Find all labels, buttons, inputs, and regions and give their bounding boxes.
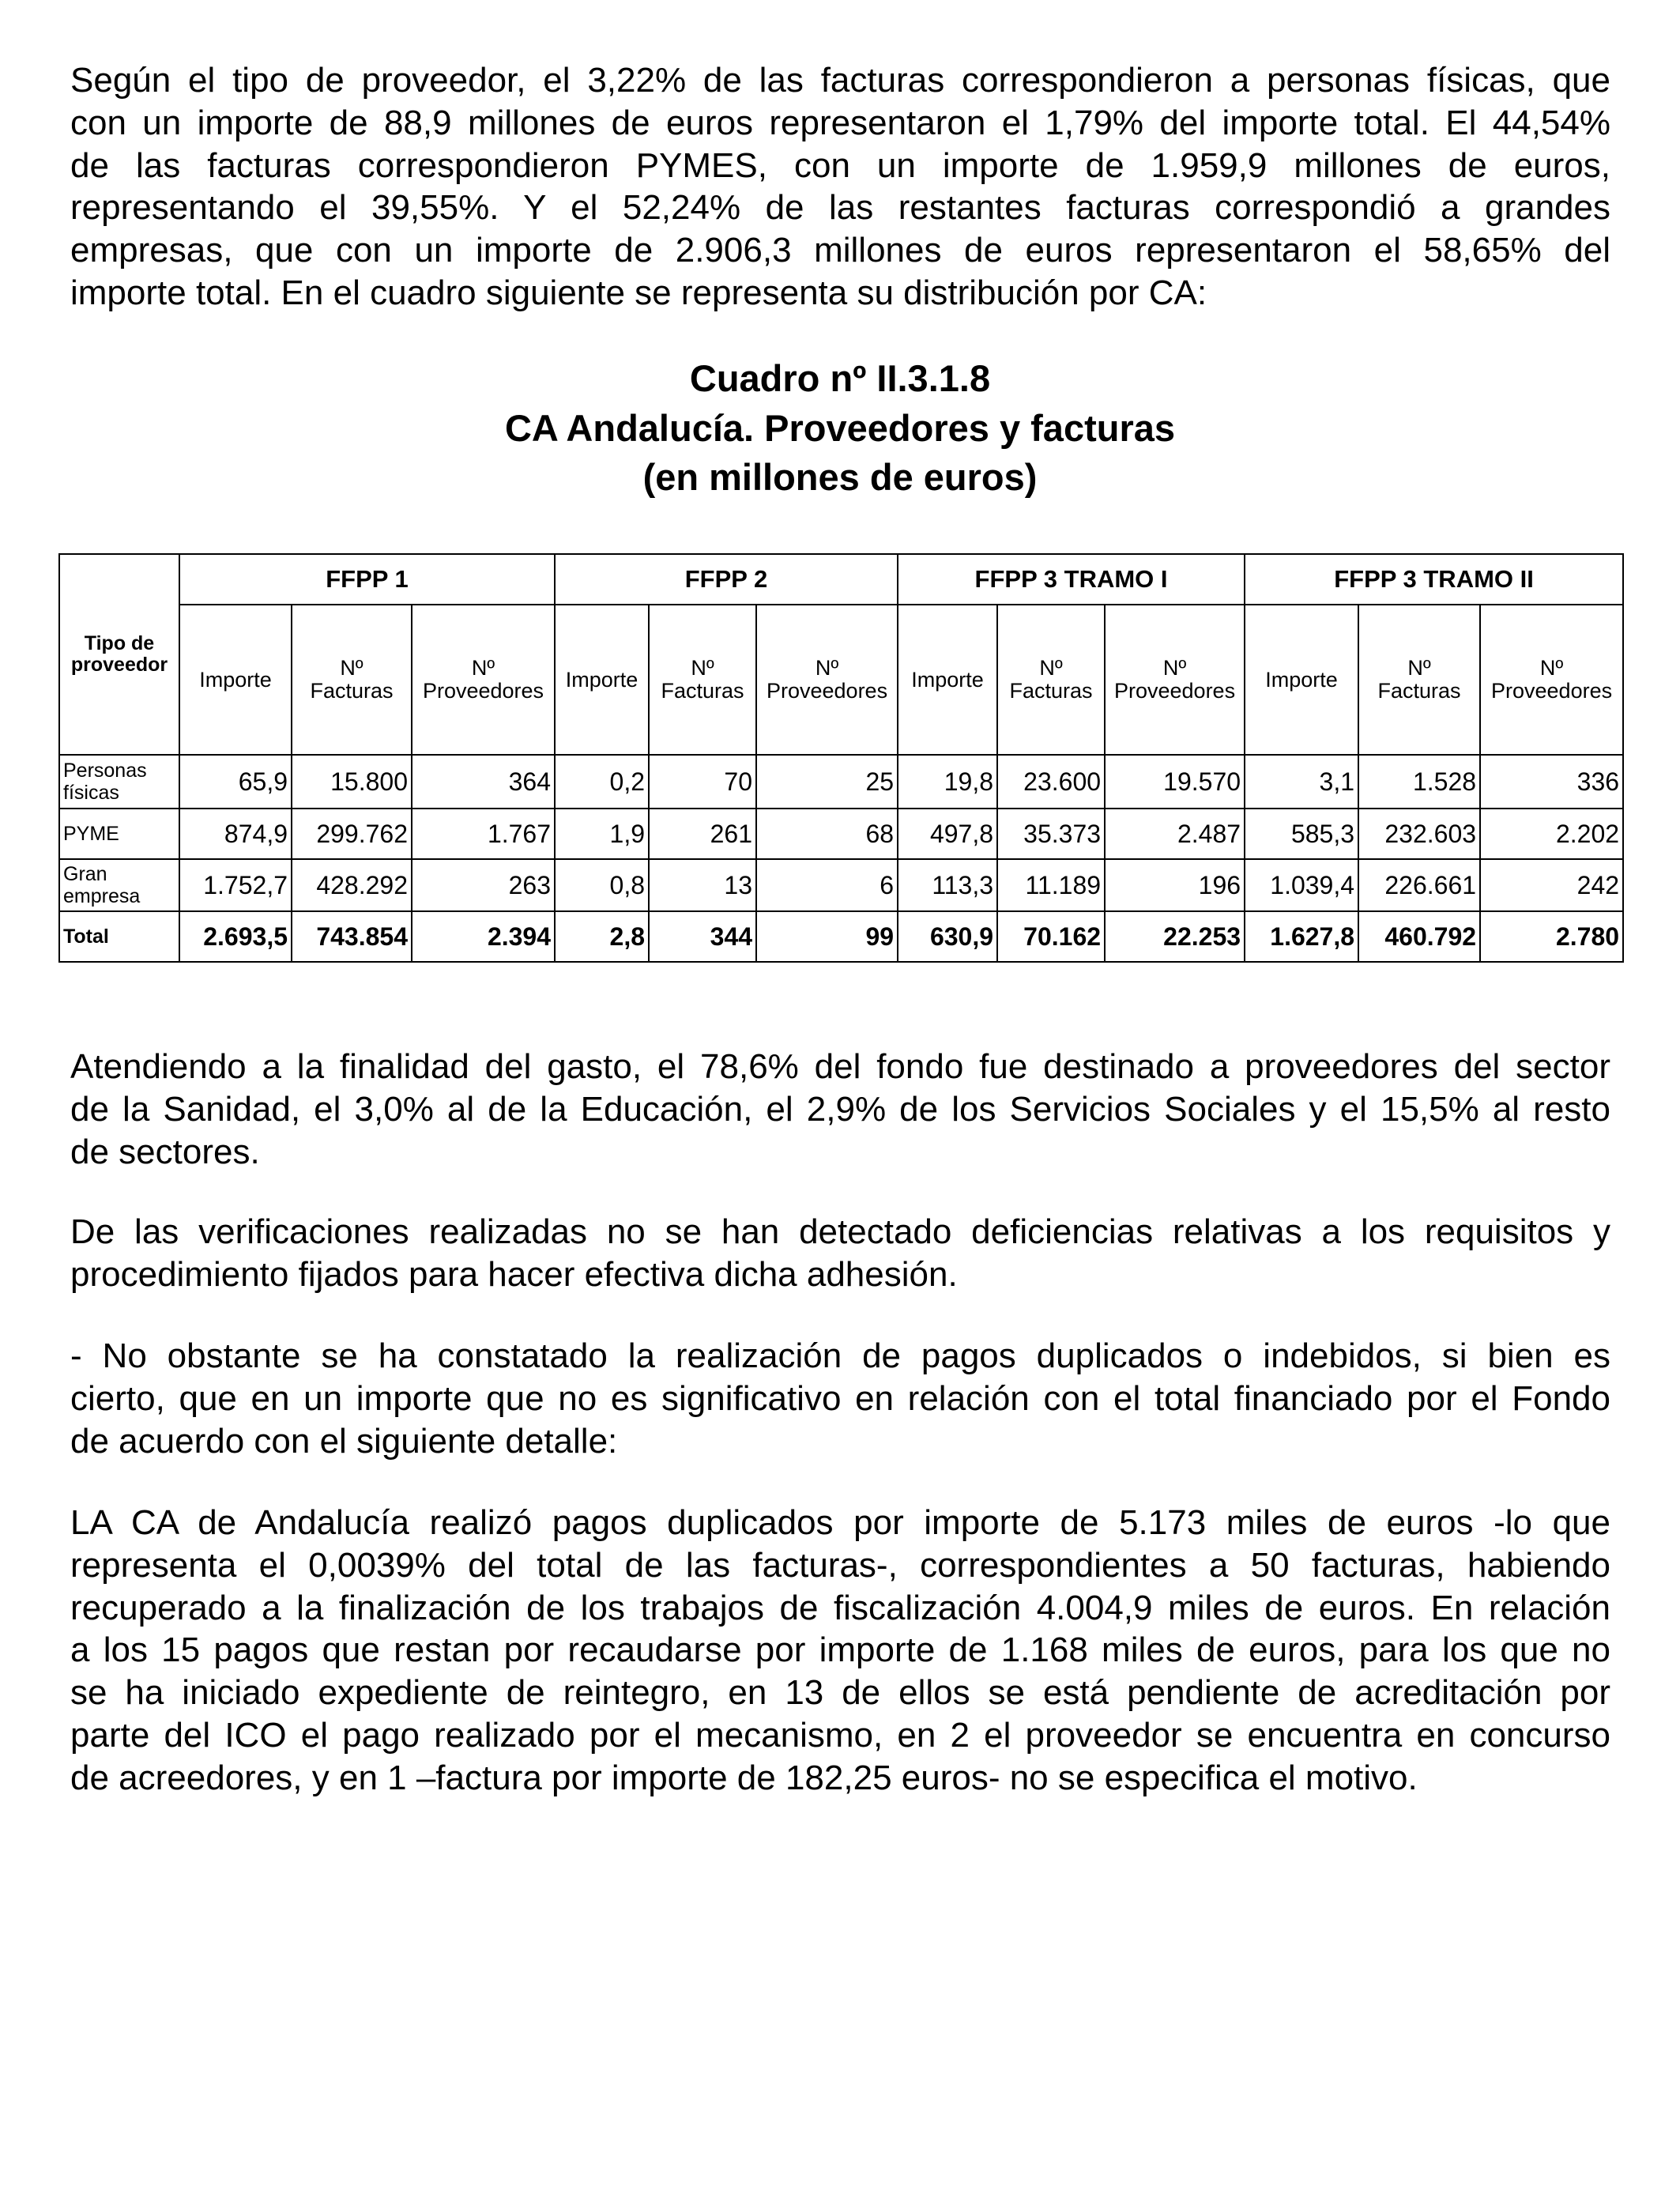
subheader-text: Nº Facturas [1377, 656, 1461, 703]
text-line: representando el 39,55%. Y el 52,24% de las restantes facturas correspondió a grandes [70, 188, 1610, 228]
row-label [59, 809, 179, 859]
row-label-text: Personas físicas [63, 760, 147, 804]
cell-num-facturas: 428.292 [292, 859, 412, 911]
text-line: LA CA de Andalucía realizó pagos duplicados por importe de 5.173 miles de euros -lo que [70, 1503, 1610, 1542]
text-line: de acreedores, y en 1 –factura por importe de 182,25 euros- no se especifica el motivo. [70, 1758, 1418, 1797]
cell-num-facturas: 344 [649, 911, 756, 962]
text-line: de la Sanidad, el 3,0% al de la Educación, el 2,9% de los Servicios Sociales y el 15,5% al resto [70, 1089, 1610, 1129]
row-label-text: Gran empresa [63, 863, 141, 907]
subheader-importe [898, 605, 997, 755]
cell-num-proveedores: 364 [412, 755, 555, 809]
text-line: de las facturas correspondieron PYMES, con un importe de 1.959,9 millones de euros, [70, 145, 1610, 185]
group-header-ffpp3-tramo1: FFPP 3 TRAMO I [898, 554, 1245, 605]
row-header-label [59, 554, 179, 755]
table-row-personas-fisicas [59, 755, 1623, 809]
row-label [59, 911, 179, 962]
cell-importe: 2.693,5 [179, 911, 292, 962]
cell-importe: 630,9 [898, 911, 997, 962]
text-line: procedimiento fijados para hacer efectiva dicha adhesión. [70, 1254, 958, 1294]
text-line: parte del ICO el pago realizado por el mecanismo, en 2 el proveedor se encuentra en concurso [70, 1715, 1610, 1755]
cell-num-proveedores: 196 [1105, 859, 1245, 911]
text-line: cierto, que en un importe que no es significativo en relación con el total financiado por el Fondo [70, 1378, 1610, 1418]
cell-num-proveedores: 2.487 [1105, 809, 1245, 859]
row-header-text: Tipo de proveedor [70, 632, 168, 676]
cell-num-facturas: 70.162 [997, 911, 1105, 962]
cell-num-facturas: 232.603 [1358, 809, 1480, 859]
cell-num-proveedores: 2.780 [1480, 911, 1623, 962]
cell-num-proveedores: 99 [756, 911, 898, 962]
table-caption [0, 354, 1680, 503]
subheader-text: Importe [1265, 667, 1338, 692]
paragraph-finalidad [70, 1046, 1610, 1173]
group-header-ffpp2: FFPP 2 [555, 554, 898, 605]
cell-num-facturas: 70 [649, 755, 756, 809]
text-line: - No obstante se ha constatado la realización de pagos duplicados o indebidos, si bien es [70, 1336, 1610, 1375]
caption-number: Cuadro nº II.3.1.8 [689, 357, 991, 399]
subheader-num-proveedores [412, 605, 555, 755]
cell-num-facturas: 13 [649, 859, 756, 911]
text-line: de acuerdo con el siguiente detalle: [70, 1421, 618, 1461]
cell-importe: 1,9 [555, 809, 649, 859]
cell-num-facturas: 15.800 [292, 755, 412, 809]
row-label [59, 859, 179, 911]
subheader-text: Importe [199, 667, 272, 692]
row-label-text: PYME [63, 823, 119, 845]
cell-num-facturas: 35.373 [997, 809, 1105, 859]
subheader-text: Nº Facturas [661, 656, 744, 703]
text-line: De las verificaciones realizadas no se han detectado deficiencias relativas a los requisitos y [70, 1212, 1610, 1251]
cell-importe: 3,1 [1245, 755, 1358, 809]
caption-title: CA Andalucía. Proveedores y facturas [504, 406, 1176, 449]
subheader-text: Nº Proveedores [1491, 656, 1613, 703]
cell-num-proveedores: 336 [1480, 755, 1623, 809]
cell-importe: 0,2 [555, 755, 649, 809]
cell-num-proveedores: 68 [756, 809, 898, 859]
subheader-importe [555, 605, 649, 755]
cell-importe: 585,3 [1245, 809, 1358, 859]
paragraph-intro [70, 59, 1610, 315]
cell-num-proveedores: 19.570 [1105, 755, 1245, 809]
cell-importe: 113,3 [898, 859, 997, 911]
subheader-text: Nº Facturas [310, 656, 394, 703]
cell-num-proveedores: 263 [412, 859, 555, 911]
caption-units: (en millones de euros) [642, 456, 1038, 498]
subheader-text: Importe [911, 667, 984, 692]
cell-num-facturas: 299.762 [292, 809, 412, 859]
text-line: empresas, que con un importe de 2.906,3 millones de euros representaron el 58,65% del [70, 231, 1610, 270]
cell-importe: 497,8 [898, 809, 997, 859]
cell-num-facturas: 226.661 [1358, 859, 1480, 911]
table-row-total [59, 911, 1623, 962]
cell-num-proveedores: 2.202 [1480, 809, 1623, 859]
text-line: Según el tipo de proveedor, el 3,22% de las facturas correspondieron a personas físicas, que [70, 61, 1610, 100]
table-row-gran-empresa [59, 859, 1623, 911]
subheader-text: Importe [565, 667, 638, 692]
cell-num-proveedores: 25 [756, 755, 898, 809]
subheader-num-facturas [292, 605, 412, 755]
cell-num-proveedores: 1.767 [412, 809, 555, 859]
paragraph-no-obstante [70, 1335, 1610, 1462]
subheader-text: Nº Facturas [1009, 656, 1093, 703]
text-line: representa el 0,0039% del total de las facturas-, correspondientes a 50 facturas, habiendo [70, 1545, 1610, 1585]
text-line: se ha iniciado expediente de reintegro, en 13 de ellos se está pendiente de acreditación por [70, 1673, 1610, 1713]
cell-importe: 874,9 [179, 809, 292, 859]
cell-num-facturas: 23.600 [997, 755, 1105, 809]
table-header-row-groups [59, 554, 1623, 605]
subheader-num-proveedores [1480, 605, 1623, 755]
paragraph-detalle [70, 1502, 1610, 1800]
data-table [58, 553, 1624, 963]
cell-num-facturas: 460.792 [1358, 911, 1480, 962]
group-header-ffpp3-tramo2: FFPP 3 TRAMO II [1245, 554, 1623, 605]
cell-importe: 1.039,4 [1245, 859, 1358, 911]
cell-num-facturas: 261 [649, 809, 756, 859]
text-line: de sectores. [70, 1132, 260, 1171]
cell-importe: 1.752,7 [179, 859, 292, 911]
cell-importe: 2,8 [555, 911, 649, 962]
cell-importe: 0,8 [555, 859, 649, 911]
row-label-text: Total [63, 925, 109, 948]
subheader-text: Nº Proveedores [766, 656, 888, 703]
subheader-importe [179, 605, 292, 755]
text-line: importe total. En el cuadro siguiente se representa su distribución por CA: [70, 273, 1207, 312]
cell-importe: 1.627,8 [1245, 911, 1358, 962]
subheader-text: Nº Proveedores [1113, 656, 1236, 703]
cell-importe: 65,9 [179, 755, 292, 809]
text-line: recuperado a la finalización de los trabajos de fiscalización 4.004,9 miles de euros. En relación [70, 1588, 1610, 1627]
text-line: con un importe de 88,9 millones de euros representaron el 1,79% del importe total. El 44,54% [70, 103, 1610, 142]
cell-num-proveedores: 22.253 [1105, 911, 1245, 962]
subheader-num-facturas [997, 605, 1105, 755]
subheader-num-proveedores [756, 605, 898, 755]
cell-importe: 19,8 [898, 755, 997, 809]
cell-num-proveedores: 6 [756, 859, 898, 911]
paragraph-verificaciones [70, 1211, 1610, 1296]
subheader-num-facturas [649, 605, 756, 755]
subheader-text: Nº Proveedores [422, 656, 544, 703]
table-row-pyme [59, 809, 1623, 859]
cell-num-facturas: 1.528 [1358, 755, 1480, 809]
subheader-num-proveedores [1105, 605, 1245, 755]
cell-num-facturas: 11.189 [997, 859, 1105, 911]
group-header-ffpp1: FFPP 1 [179, 554, 555, 605]
subheader-num-facturas [1358, 605, 1480, 755]
cell-num-proveedores: 242 [1480, 859, 1623, 911]
text-line: a los 15 pagos que restan por recaudarse por importe de 1.168 miles de euros, para los que no [70, 1630, 1610, 1670]
cell-num-proveedores: 2.394 [412, 911, 555, 962]
table-header-row-subcolumns [59, 605, 1623, 755]
subheader-importe [1245, 605, 1358, 755]
cell-num-facturas: 743.854 [292, 911, 412, 962]
text-line: Atendiendo a la finalidad del gasto, el 78,6% del fondo fue destinado a proveedores del sector [70, 1047, 1610, 1086]
row-label [59, 755, 179, 809]
